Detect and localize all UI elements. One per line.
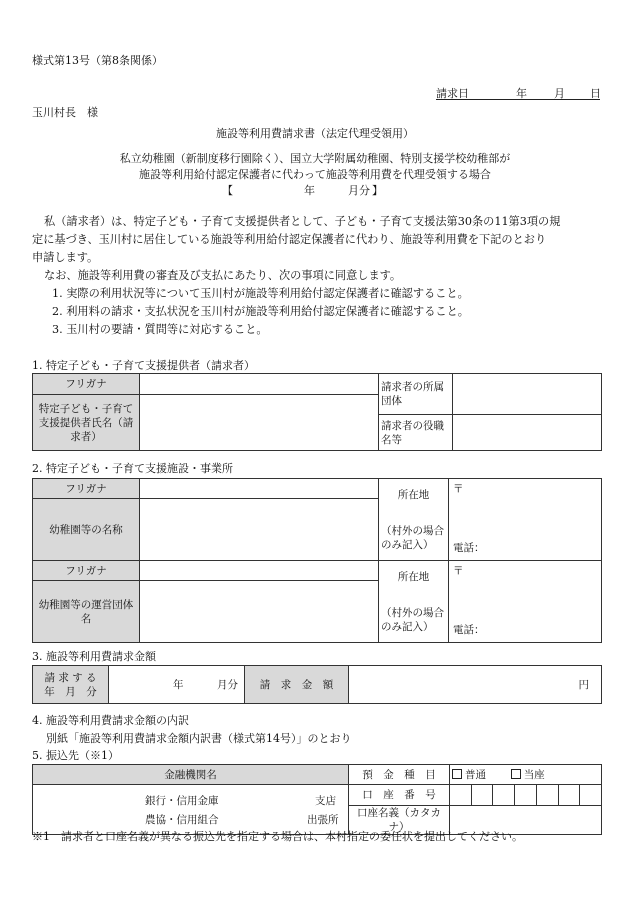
form-number: 様式第13号（第8条関係） [32,54,163,67]
futsu-checkbox[interactable] [452,769,462,779]
addressee: 玉川村長 様 [32,106,98,119]
operator-address-label [379,561,449,643]
facility-phone-label: 電話： [453,542,485,554]
request-date-day: 日 [590,87,601,100]
bank-types: 銀行・信用金庫 [145,794,219,807]
futsu-label: 普通 [465,768,486,781]
body-paragraph [32,213,560,339]
page-title: 施設等利用費請求書（法定代理受領用） [216,127,414,140]
request-date-year: 年 [516,87,527,100]
toza-checkbox[interactable] [511,769,521,779]
amount-period-field[interactable] [109,666,245,704]
facility-name-field[interactable] [140,499,379,561]
provider-name-label: 特定子ども・子育て支援提供者氏名（請求者） [33,395,140,451]
amount-label: 請 求 金 額 [245,666,349,704]
operator-name-label: 幼稚園等の運営団体名 [33,581,140,643]
branch-label: 支店 [315,794,336,807]
facility-furigana-field[interactable] [140,479,379,499]
subtitle-line-2: 施設等利用給付認定保護者に代わって施設等利用費を代理受領する場合 [139,168,491,181]
section-2-heading: 2. 特定子ども・子育て支援施設・事業所 [32,462,233,475]
operator-address-title: 所在地 [397,570,430,583]
footnote: ※1 請求者と口座名義が異なる振込先を指定する場合は、本村指定の委任状を提出してください。 [32,830,523,843]
period-year: 年 [304,184,315,197]
facility-furigana-label: フリガナ [33,479,140,499]
billing-period [222,182,402,196]
subtitle-line-1: 私立幼稚園（新制度移行園除く）、国立大学附属幼稚園、特別支援学校幼稚部が [119,152,511,165]
operator-address-field[interactable] [449,561,602,643]
provider-furigana-label: フリガナ [33,374,140,395]
operator-address-note: （村外の場合のみ記入） [381,606,444,633]
body-line-3: 申請します。 [32,251,99,264]
provider-org-label: 請求者の所属団体 [379,374,453,415]
account-name-label: 口座名義（カタカナ） [349,806,450,835]
body-line-2: 定に基づき、玉川村に居住している施設等利用給付認定保護者に代わり、施設等利用費を下記のとおり [32,233,547,246]
body-consent-line: なお、施設等利用費の審査及び支払にあたり、次の事項に同意します。 [44,269,402,282]
operator-postal-mark: 〒 [453,565,464,577]
account-number-label: 口 座 番 号 [349,785,450,806]
facility-address-field[interactable] [449,479,602,561]
operator-phone-label: 電話： [453,624,485,636]
consent-item: 2. 利用料の請求・支払状況を玉川村が施設等利用給付認定保護者に確認すること。 [52,305,469,318]
agri-types: 農協・信用組合 [145,813,219,826]
request-date-month: 月 [554,87,565,100]
provider-table [32,373,602,451]
section-4-heading: 4. 施設等利用費請求金額の内訳 [32,714,189,727]
deposit-type-label: 預 金 種 目 [349,765,450,785]
amount-period-month: 月分 [217,678,238,691]
facility-name-label: 幼稚園等の名称 [33,499,140,561]
amount-table [32,665,602,704]
section-4-text: 別紙「施設等利用費請求金額内訳書（様式第14号）」のとおり [46,732,352,745]
consent-item: 1. 実際の利用状況等について玉川村が施設等利用給付認定保護者に確認すること。 [52,287,469,300]
operator-furigana-label: フリガナ [33,561,140,581]
facility-table [32,478,602,643]
provider-name-field[interactable] [140,395,379,451]
consent-item: 3. 玉川村の要請・質問等に対応すること。 [52,323,268,336]
section-3-heading: 3. 施設等利用費請求金額 [32,650,156,663]
facility-postal-mark: 〒 [453,483,464,495]
period-open-bracket: 【 [222,184,233,197]
amount-yen: 円 [578,678,589,691]
account-number-field[interactable] [450,785,602,806]
amount-period-label-1: 請 求 す る [44,671,97,684]
toza-label: 当座 [523,768,545,781]
facility-address-note: （村外の場合のみ記入） [381,524,444,551]
operator-name-field[interactable] [140,581,379,643]
provider-org-field[interactable] [453,374,602,415]
amount-field[interactable] [349,666,602,704]
amount-period-label [33,666,109,704]
amount-period-label-2: 年 月 分 [44,685,97,698]
provider-title-label: 請求者の役職名等 [379,415,453,451]
bank-table [32,764,602,835]
period-close-bracket: 】 [372,184,383,197]
body-line-1: 私（請求者）は、特定子ども・子育て支援提供者として、子ども・子育て支援法第30条の11第3項の規 [44,215,561,228]
period-month: 月分 [348,184,370,197]
operator-furigana-field[interactable] [140,561,379,581]
bank-name-label: 金融機関名 [33,765,349,785]
request-date [436,85,600,100]
amount-period-year: 年 [173,678,184,691]
deposit-type-field[interactable] [450,765,602,785]
facility-address-title: 所在地 [397,488,430,501]
request-date-label: 請求日 [436,87,469,100]
provider-furigana-field[interactable] [140,374,379,395]
office-label: 出張所 [307,813,339,826]
section-1-heading: 1. 特定子ども・子育て支援提供者（請求者） [32,359,255,372]
facility-address-label [379,479,449,561]
bank-name-field[interactable] [33,785,349,835]
provider-title-field[interactable] [453,415,602,451]
section-5-heading: 5. 振込先（※1） [32,749,119,762]
